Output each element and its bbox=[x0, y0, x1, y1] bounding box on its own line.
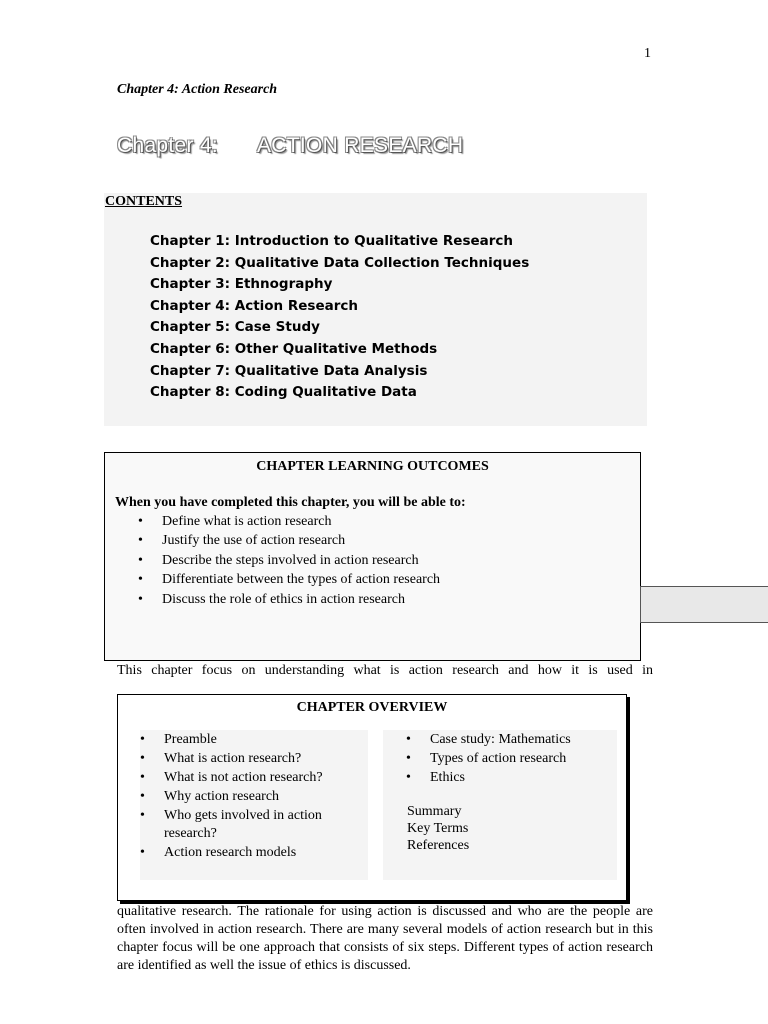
list-item: • Justify the use of action research bbox=[138, 531, 440, 550]
overview-extra-item: Key Terms bbox=[407, 821, 469, 836]
chapter-heading-title: ACTION RESEARCH bbox=[257, 134, 464, 157]
side-band bbox=[640, 586, 768, 623]
chapter-heading bbox=[117, 134, 464, 158]
list-item: • Define what is action research bbox=[138, 512, 440, 531]
overview-left-list bbox=[140, 731, 350, 863]
overview-right-list bbox=[406, 731, 606, 788]
table-of-contents bbox=[150, 231, 529, 404]
chapter-overview-title: CHAPTER OVERVIEW bbox=[296, 700, 448, 715]
toc-item: Chapter 1: Introduction to Qualitative Research bbox=[150, 233, 514, 249]
overview-extra-item: References bbox=[407, 838, 470, 853]
toc-item: Chapter 7: Qualitative Data Analysis bbox=[150, 362, 428, 379]
overview-extra-item: Summary bbox=[407, 804, 462, 819]
contents-label: CONTENTS bbox=[105, 194, 183, 209]
running-header: Chapter 4: Action Research bbox=[117, 82, 278, 97]
list-item: • Case study: Mathematics bbox=[406, 731, 606, 749]
list-item: • Action research models bbox=[140, 844, 350, 862]
list-item: • What is action research? bbox=[140, 750, 350, 768]
list-item: • Ethics bbox=[406, 769, 606, 787]
chapter-heading-number: Chapter 4: bbox=[117, 134, 219, 157]
learning-outcomes-list bbox=[138, 512, 440, 609]
list-item: • Differentiate between the types of action research bbox=[138, 570, 440, 589]
learning-outcomes-intro: When you have completed this chapter, you will be able to: bbox=[115, 495, 466, 510]
paragraph-body: qualitative research. The rationale for using action is discussed and who are the people are often involved in action research. There are many several models of action research but in this chapter focus will be one approach that consists of six steps. Different types of action research are identified as well the issue of ethics is discussed. bbox=[117, 904, 653, 973]
list-item: • Describe the steps involved in action research bbox=[138, 551, 440, 570]
list-item: • Preamble bbox=[140, 731, 350, 749]
learning-outcomes-title: CHAPTER LEARNING OUTCOMES bbox=[256, 459, 489, 474]
toc-item: Chapter 8: Coding Qualitative Data bbox=[150, 384, 417, 401]
overview-extras bbox=[407, 803, 469, 854]
list-item: • Discuss the role of ethics in action research bbox=[138, 590, 440, 609]
toc-item: Chapter 6: Other Qualitative Methods bbox=[150, 340, 438, 357]
list-item: • What is not action research? bbox=[140, 769, 350, 787]
toc-item: Chapter 4: Action Research bbox=[150, 297, 358, 314]
toc-item: Chapter 3: Ethnography bbox=[150, 276, 333, 293]
toc-item: Chapter 2: Qualitative Data Collection Techniques bbox=[150, 254, 530, 271]
page-number: 1 bbox=[644, 46, 651, 61]
paragraph-first-line: This chapter focus on understanding what is action research and how it is used in bbox=[117, 663, 653, 678]
list-item: • Types of action research bbox=[406, 750, 606, 768]
list-item: • Why action research bbox=[140, 788, 350, 806]
list-item: • Who gets involved in action research? bbox=[140, 807, 350, 842]
toc-item: Chapter 5: Case Study bbox=[150, 319, 320, 336]
